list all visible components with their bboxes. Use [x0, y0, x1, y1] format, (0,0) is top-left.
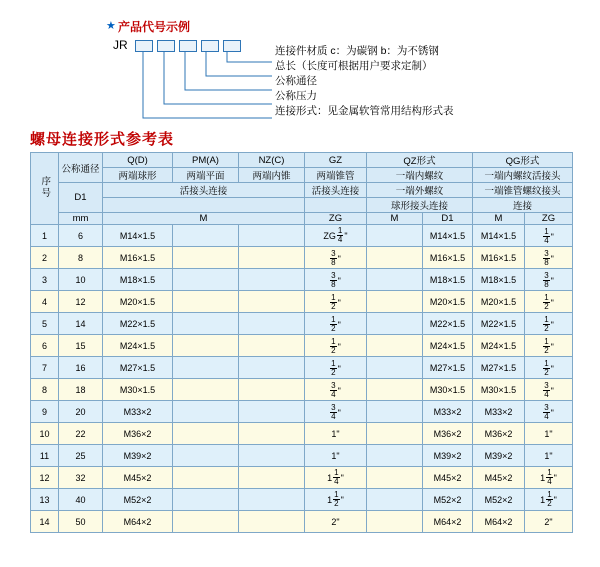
cell-pm	[173, 511, 239, 533]
cell-qg-zg: 1"	[525, 423, 573, 445]
table-row	[31, 247, 573, 269]
cell-q: M14×1.5	[103, 225, 173, 247]
cell-qz-m	[367, 247, 423, 269]
header-group-nz: NZ(C)	[239, 153, 305, 168]
cell-seq: 5	[31, 313, 59, 335]
cell-nz	[239, 445, 305, 467]
cell-pm	[173, 247, 239, 269]
header-thread-zg-qg: ZG	[525, 213, 573, 225]
legend-code-prefix: JR	[113, 38, 128, 52]
cell-pm	[173, 379, 239, 401]
cell-qg-m: M18×1.5	[473, 269, 525, 291]
cell-qz-m	[367, 335, 423, 357]
legend-label-list	[275, 44, 454, 119]
cell-gz: ZG $\frac{1}{4}$ "	[305, 225, 367, 247]
cell-gz: $\frac{1}{2}$ "	[305, 313, 367, 335]
cell-nz	[239, 225, 305, 247]
cell-gz: $\frac{3}{8}$ "	[305, 269, 367, 291]
header-group-gz: GZ	[305, 153, 367, 168]
cell-qz-m	[367, 489, 423, 511]
legend-label-1: 总长（长度可根据用户要求定制）	[275, 60, 433, 72]
cell-qz-d: M24×1.5	[423, 335, 473, 357]
header-blank-gz	[305, 198, 367, 213]
cell-q: M24×1.5	[103, 335, 173, 357]
cell-qz-d: M36×2	[423, 423, 473, 445]
cell-q: M64×2	[103, 511, 173, 533]
cell-qz-d: M30×1.5	[423, 379, 473, 401]
cell-pm	[173, 225, 239, 247]
header-pm-desc: 两端平面	[173, 168, 239, 183]
cell-qz-m	[367, 313, 423, 335]
product-code-legend	[0, 0, 600, 128]
header-thread-m-qz: M	[367, 213, 423, 225]
legend-label-4: 连接形式：见金属软管常用结构形式表	[275, 105, 454, 117]
cell-pm	[173, 291, 239, 313]
cell-qz-m	[367, 423, 423, 445]
cell-seq: 7	[31, 357, 59, 379]
cell-dn: 18	[59, 379, 103, 401]
cell-nz	[239, 401, 305, 423]
cell-nz	[239, 269, 305, 291]
cell-pm	[173, 313, 239, 335]
header-thread-m-left: M	[103, 213, 305, 225]
header-gz-desc: 两端锥管	[305, 168, 367, 183]
header-qz-desc: 一端内螺纹	[367, 168, 473, 183]
cell-qz-d: M39×2	[423, 445, 473, 467]
header-qz-ball: 球形接头连接	[367, 198, 473, 213]
cell-qz-d: M52×2	[423, 489, 473, 511]
header-group-qg: QG形式	[473, 153, 573, 168]
cell-qz-d: M22×1.5	[423, 313, 473, 335]
cell-seq: 9	[31, 401, 59, 423]
cell-qg-m: M30×1.5	[473, 379, 525, 401]
cell-gz: $\frac{3}{8}$ "	[305, 247, 367, 269]
cell-q: M52×2	[103, 489, 173, 511]
cell-qg-m: M64×2	[473, 511, 525, 533]
cell-q: M45×2	[103, 467, 173, 489]
cell-dn: 10	[59, 269, 103, 291]
cell-qz-m	[367, 225, 423, 247]
cell-pm	[173, 423, 239, 445]
cell-q: M30×1.5	[103, 379, 173, 401]
legend-title: 产品代号示例	[118, 20, 191, 34]
cell-seq: 11	[31, 445, 59, 467]
cell-dn: 32	[59, 467, 103, 489]
table-row	[31, 423, 573, 445]
cell-qg-m: M27×1.5	[473, 357, 525, 379]
cell-qg-m: M33×2	[473, 401, 525, 423]
cell-dn: 16	[59, 357, 103, 379]
cell-q: M33×2	[103, 401, 173, 423]
cell-qz-m	[367, 511, 423, 533]
cell-qg-m: M22×1.5	[473, 313, 525, 335]
cell-qz-d: M14×1.5	[423, 225, 473, 247]
header-group-pm: PM(A)	[173, 153, 239, 168]
cell-q: M22×1.5	[103, 313, 173, 335]
cell-nz	[239, 467, 305, 489]
cell-qz-d: M33×2	[423, 401, 473, 423]
cell-qg-zg: $\frac{1}{4}$ "	[525, 225, 573, 247]
cell-seq: 3	[31, 269, 59, 291]
cell-gz: $\frac{3}{4}$ "	[305, 401, 367, 423]
header-qz-thread: 一端外螺纹	[367, 183, 473, 198]
cell-dn: 15	[59, 335, 103, 357]
header-blank-left	[103, 198, 305, 213]
cell-gz: 1 $\frac{1}{4}$ "	[305, 467, 367, 489]
table-row	[31, 225, 573, 247]
cell-qz-m	[367, 445, 423, 467]
cell-qg-zg: 1 $\frac{1}{2}$ "	[525, 489, 573, 511]
cell-nz	[239, 335, 305, 357]
cell-qg-zg: $\frac{3}{4}$ "	[525, 401, 573, 423]
section-title: 螺母连接形式参考表	[30, 131, 175, 148]
cell-pm	[173, 269, 239, 291]
cell-dn: 12	[59, 291, 103, 313]
header-thread-zg-gz: ZG	[305, 213, 367, 225]
cell-qg-m: M36×2	[473, 423, 525, 445]
cell-pm	[173, 335, 239, 357]
cell-nz	[239, 291, 305, 313]
cell-qg-m: M24×1.5	[473, 335, 525, 357]
cell-qg-zg: 2"	[525, 511, 573, 533]
legend-label-0: 连接件材质 c：为碳钢 b：为不锈钢	[275, 45, 439, 57]
cell-pm	[173, 489, 239, 511]
cell-nz	[239, 357, 305, 379]
cell-q: M16×1.5	[103, 247, 173, 269]
header-left-connection: 活接头连接	[103, 183, 305, 198]
cell-dn: 40	[59, 489, 103, 511]
cell-qg-zg: $\frac{3}{4}$ "	[525, 379, 573, 401]
cell-nz	[239, 247, 305, 269]
cell-pm	[173, 357, 239, 379]
cell-qz-m	[367, 357, 423, 379]
cell-seq: 13	[31, 489, 59, 511]
table-row	[31, 379, 573, 401]
cell-gz: $\frac{1}{2}$ "	[305, 357, 367, 379]
table-body	[31, 225, 573, 533]
nut-connection-table	[30, 152, 573, 533]
cell-gz: 1"	[305, 423, 367, 445]
header-d1: D1	[59, 183, 103, 213]
cell-q: M18×1.5	[103, 269, 173, 291]
header-gz-connection: 活接头连接	[305, 183, 367, 198]
cell-gz: $\frac{3}{4}$ "	[305, 379, 367, 401]
table-row	[31, 489, 573, 511]
cell-nz	[239, 423, 305, 445]
header-thread-d-qz: D1	[423, 213, 473, 225]
cell-seq: 1	[31, 225, 59, 247]
cell-seq: 4	[31, 291, 59, 313]
cell-dn: 6	[59, 225, 103, 247]
cell-dn: 14	[59, 313, 103, 335]
cell-q: M20×1.5	[103, 291, 173, 313]
cell-seq: 6	[31, 335, 59, 357]
table-row	[31, 511, 573, 533]
cell-qz-d: M64×2	[423, 511, 473, 533]
cell-qz-m	[367, 379, 423, 401]
table-row	[31, 313, 573, 335]
cell-qg-m: M39×2	[473, 445, 525, 467]
legend-label-2: 公称通径	[275, 75, 317, 87]
header-thread-m-qg: M	[473, 213, 525, 225]
cell-qz-m	[367, 269, 423, 291]
cell-qz-d: M45×2	[423, 467, 473, 489]
cell-nz	[239, 489, 305, 511]
table-row	[31, 467, 573, 489]
cell-qz-m	[367, 467, 423, 489]
header-q-desc: 两端球形	[103, 168, 173, 183]
cell-qg-zg: $\frac{3}{8}$ "	[525, 269, 573, 291]
cell-pm	[173, 467, 239, 489]
cell-dn: 50	[59, 511, 103, 533]
cell-dn: 8	[59, 247, 103, 269]
cell-qg-zg: $\frac{1}{2}$ "	[525, 313, 573, 335]
cell-gz: $\frac{1}{2}$ "	[305, 335, 367, 357]
cell-pm	[173, 401, 239, 423]
table-row	[31, 445, 573, 467]
cell-qg-zg: $\frac{1}{2}$ "	[525, 335, 573, 357]
cell-qg-zg: 1"	[525, 445, 573, 467]
cell-gz: 1 $\frac{1}{2}$ "	[305, 489, 367, 511]
header-seq: 序号	[31, 153, 59, 225]
table-row	[31, 357, 573, 379]
cell-qg-m: M45×2	[473, 467, 525, 489]
cell-gz: 2"	[305, 511, 367, 533]
cell-qg-m: M52×2	[473, 489, 525, 511]
cell-qg-m: M20×1.5	[473, 291, 525, 313]
table-row	[31, 401, 573, 423]
cell-seq: 8	[31, 379, 59, 401]
cell-qg-m: M14×1.5	[473, 225, 525, 247]
cell-qz-d: M16×1.5	[423, 247, 473, 269]
cell-qz-m	[367, 291, 423, 313]
header-qg-connect: 连接	[473, 198, 573, 213]
cell-qg-zg: $\frac{1}{2}$ "	[525, 357, 573, 379]
table-row	[31, 269, 573, 291]
header-qg-thread: 一端锥管螺纹接头	[473, 183, 573, 198]
cell-qg-m: M16×1.5	[473, 247, 525, 269]
table-row	[31, 335, 573, 357]
cell-q: M36×2	[103, 423, 173, 445]
header-nz-desc: 两端内锥	[239, 168, 305, 183]
cell-qz-d: M20×1.5	[423, 291, 473, 313]
header-group-q: Q(D)	[103, 153, 173, 168]
cell-qz-m	[367, 401, 423, 423]
cell-gz: 1"	[305, 445, 367, 467]
cell-q: M39×2	[103, 445, 173, 467]
cell-seq: 14	[31, 511, 59, 533]
cell-qz-d: M27×1.5	[423, 357, 473, 379]
cell-qg-zg: 1 $\frac{1}{4}$ "	[525, 467, 573, 489]
cell-nz	[239, 379, 305, 401]
star-icon: ★	[106, 20, 116, 32]
cell-q: M27×1.5	[103, 357, 173, 379]
cell-qg-zg: $\frac{3}{8}$ "	[525, 247, 573, 269]
cell-dn: 20	[59, 401, 103, 423]
header-qg-desc: 一端内螺纹活接头	[473, 168, 573, 183]
legend-label-3: 公称压力	[275, 90, 317, 102]
cell-qz-d: M18×1.5	[423, 269, 473, 291]
cell-seq: 12	[31, 467, 59, 489]
cell-nz	[239, 313, 305, 335]
header-group-qz: QZ形式	[367, 153, 473, 168]
cell-nz	[239, 511, 305, 533]
cell-pm	[173, 445, 239, 467]
cell-seq: 10	[31, 423, 59, 445]
cell-dn: 25	[59, 445, 103, 467]
table-row	[31, 291, 573, 313]
cell-gz: $\frac{1}{2}$ "	[305, 291, 367, 313]
cell-seq: 2	[31, 247, 59, 269]
header-dn: 公称通径	[59, 153, 103, 183]
header-unit-mm: mm	[59, 213, 103, 225]
cell-dn: 22	[59, 423, 103, 445]
cell-qg-zg: $\frac{1}{2}$ "	[525, 291, 573, 313]
